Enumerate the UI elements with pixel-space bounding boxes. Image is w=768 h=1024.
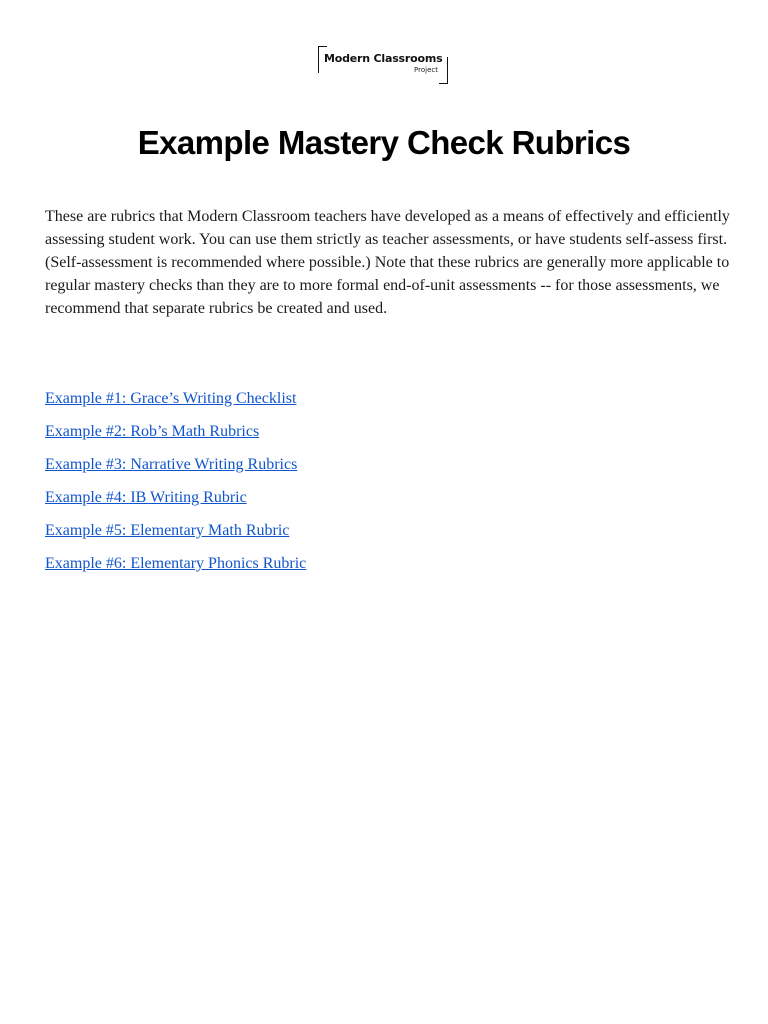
modern-classrooms-logo	[318, 46, 448, 84]
intro-paragraph: These are rubrics that Modern Classroom teachers have developed as a means of effectively and efficiently assessing student work. You can use them strictly as teacher assessments, or have students self-assess first. (Self-assessment is recommended where possible.) Note that these rubrics are generally more applicable to regular mastery checks than they are to more formal end-of-unit assessments -- for those assessments, we recommend that separate rubrics be created and used.	[45, 208, 730, 317]
logo-subtitle: Project	[414, 66, 438, 74]
example-link-5[interactable]: Example #5: Elementary Math Rubric	[45, 522, 290, 539]
logo-name: Modern Classrooms	[324, 52, 443, 65]
example-link-1[interactable]: Example #1: Grace’s Writing Checklist	[45, 390, 297, 407]
list-item	[45, 520, 306, 553]
list-item	[45, 454, 306, 487]
list-item	[45, 553, 306, 586]
example-link-2[interactable]: Example #2: Rob’s Math Rubrics	[45, 423, 260, 440]
page-title: Example Mastery Check Rubrics	[137, 124, 631, 161]
list-item	[45, 421, 306, 454]
example-links-list	[45, 388, 306, 586]
example-link-3[interactable]: Example #3: Narrative Writing Rubrics	[45, 456, 298, 473]
example-link-4[interactable]: Example #4: IB Writing Rubric	[45, 489, 247, 506]
example-link-6[interactable]: Example #6: Elementary Phonics Rubric	[45, 555, 307, 572]
list-item	[45, 487, 306, 520]
list-item	[45, 388, 306, 421]
